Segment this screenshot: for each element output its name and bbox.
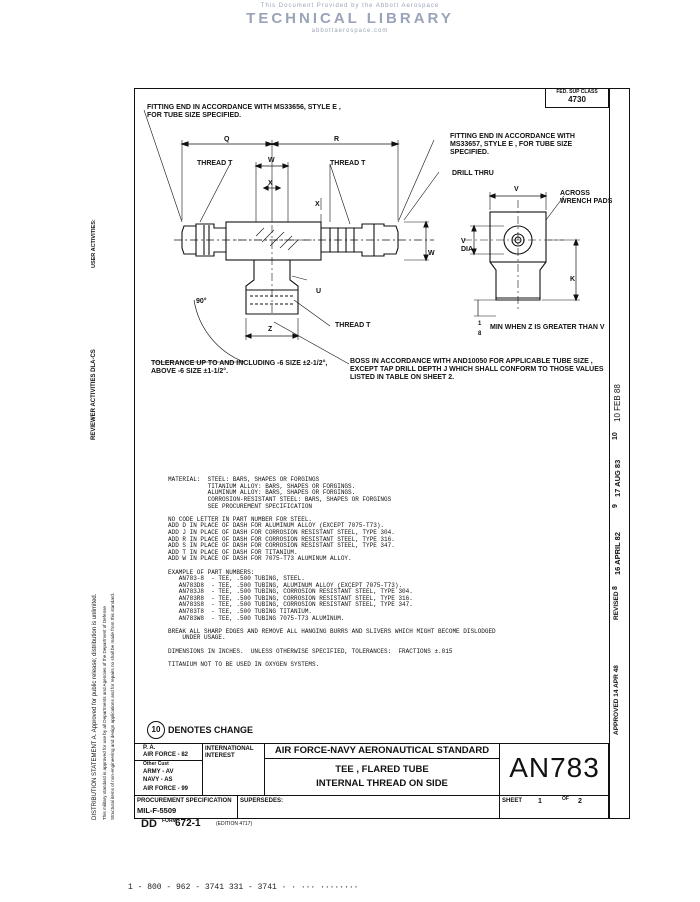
mandatory-note: This military standard is approved for use by all Departments and Agencies of the Department of Defense (102, 606, 107, 820)
change-marker-circle: 10 (147, 721, 165, 739)
dim-k: K (570, 276, 576, 283)
library-header-url: abbottaerospace.com (311, 28, 389, 34)
body-text-line: AN783S8 - TEE, .500 TUBING, CORROSION RESISTANT STEEL, TYPE 347. (168, 601, 413, 609)
min-when-note: MIN WHEN Z IS GREATER THAN V (490, 324, 605, 331)
body-text-line: ALUMINUM ALLOY: BARS, SHAPES OR FORGINGS. (168, 489, 356, 497)
body-text-line: AN783-8 - TEE, .500 TUBING, STEEL. (168, 575, 305, 583)
denotes-change-label: DENOTES CHANGE (168, 725, 254, 735)
body-text-line: CORROSION-RESISTANT STEEL: BARS, SHAPES OR FORGINGS (168, 495, 392, 503)
body-text-line: ADD J IN PLACE OF DASH FOR CORROSION RESISTANT STEEL, TYPE 304. (168, 528, 395, 536)
body-text-line: AN783R8 - TEE, .500 TUBING, CORROSION RESISTANT STEEL, TYPE 316. (168, 594, 413, 602)
body-text-line: NO CODE LETTER IN PART NUMBER FOR STEEL. (168, 515, 313, 523)
dim-r: R (334, 136, 340, 143)
dim-u: U (316, 288, 322, 295)
rev-8: 8 (612, 586, 619, 590)
tb-divider-3 (499, 743, 500, 819)
pa-label: P. A. (143, 745, 156, 751)
body-text-line: MATERIAL: STEEL: BARS, SHAPES OR FORGINGS (168, 476, 320, 484)
across-pads-note: ACROSS WRENCH PADS (560, 190, 613, 205)
procurement-spec-label: PROCUREMENT SPECIFICATION (137, 798, 232, 804)
form-edition: (EDITION 4717) (216, 821, 253, 827)
rev-10-date: 10 FEB 88 (613, 384, 622, 422)
material-notes (168, 464, 608, 675)
part-title-2: INTERNAL THREAD ON SIDE (316, 778, 448, 789)
body-text-line: EXAMPLE OF PART NUMBERS: (168, 568, 255, 576)
fsc-label: FED. SUP CLASS (556, 89, 598, 95)
standard-title: AIR FORCE-NAVY AERONAUTICAL STANDARD (274, 745, 490, 756)
dim-q: Q (224, 136, 230, 143)
army: ARMY - AV (143, 769, 174, 775)
thread-t-right-label: THREAD T (330, 160, 366, 167)
library-header-line1: This Document Provided by the Abbott Aerospace (260, 3, 440, 9)
rev-9: 9 (612, 504, 619, 508)
thread-t-left-label: THREAD T (197, 160, 233, 167)
supersedes-label: SUPERSEDES: (240, 798, 284, 804)
dim-w: W (268, 157, 275, 164)
tb-divider-1 (202, 743, 203, 795)
approved-date: APPROVED 14 APR 48 (613, 665, 620, 735)
part-number: AN783 (509, 752, 600, 783)
body-text-line: TITANIUM NOT TO BE USED IN OXYGEN SYSTEMS. (168, 660, 320, 668)
dim-w-right: W (428, 250, 435, 257)
tolerance-note: TOLERANCE UP TO AND INCLUDING -6 SIZE ±2-1/2°, ABOVE -6 SIZE ±1-1/2°. (151, 360, 328, 375)
body-text-line: ADD S IN PLACE OF DASH FOR CORROSION RESISTANT STEEL, TYPE 347. (168, 542, 395, 550)
body-text-line: TITANIUM ALLOY: BARS, SHAPES OR FORGINGS. (168, 482, 356, 490)
dim-v-dia: V DIA (461, 238, 474, 253)
rev-9-date: 17 AUG 83 (613, 459, 622, 497)
body-text-line: AN783J8 - TEE, .500 TUBING, CORROSION RESISTANT STEEL, TYPE 304. (168, 588, 413, 596)
reviewer-activities: REVIEWER ACTIVITIES DLA-CS (91, 349, 97, 440)
boss-note: BOSS IN ACCORDANCE WITH AND10050 FOR APPLICABLE TUBE SIZE , EXCEPT TAP DRILL DEPTH J WHICH SHALL CONFORM TO THOSE VALUES LISTED IN TABLE ON SHEET 2. (350, 358, 604, 381)
body-text-line: ADD T IN PLACE OF DASH FOR TITANIUM. (168, 548, 298, 556)
form-label: FORM (162, 818, 177, 824)
body-text-line: SEE PROCUREMENT SPECIFICATION (168, 502, 313, 510)
angle-label: 90° (196, 298, 207, 305)
tb-divider-4 (237, 795, 238, 819)
body-text-line: UNDER USAGE. (168, 634, 226, 642)
dim-x-vertical: X (315, 201, 320, 208)
dd-label: DD (141, 818, 157, 830)
mandatory-note-2: Structural items of non-engineering and design applications and for repairs no shall be made from this standard. (110, 592, 115, 820)
thread-t-bottom-label: THREAD T (335, 322, 371, 329)
body-text-line: AN783W8 - TEE, .500 TUBING 7075-T73 ALUMINUM. (168, 614, 345, 622)
dim-v: V (514, 186, 519, 193)
form-number: 672-1 (175, 818, 201, 829)
pa-value: AIR FORCE - 82 (143, 752, 189, 758)
library-header-title: TECHNICAL LIBRARY (246, 10, 454, 27)
sheet-number: 1 (538, 798, 542, 805)
body-text-line: ADD W IN PLACE OF DASH FOR 7075-T73 ALUMINUM ALLOY. (168, 555, 352, 563)
of-label: OF (562, 796, 569, 802)
body-text-line: ADD R IN PLACE OF DASH FOR CORROSION RESISTANT STEEL, TYPE 316. (168, 535, 395, 543)
navy: NAVY - AS (143, 777, 173, 783)
bottom-scan-line: 1 - 800 - 962 - 3741 331 - 3741 · · ··· ········ (128, 883, 359, 892)
rev-10: 10 (612, 432, 619, 440)
user-activities: USER ACTIVITIES: (91, 219, 97, 268)
body-text-line: DIMENSIONS IN INCHES. UNLESS OTHERWISE SPECIFIED, TOLERANCES: FRACTIONS ±.015 (168, 647, 453, 655)
rev-8-date: 16 APRIL 82 (613, 532, 622, 575)
fitting-right-note: FITTING END IN ACCORDANCE WITH MS33657, STYLE E , FOR TUBE SIZE SPECIFIED. (450, 133, 575, 156)
body-text-line: ADD D IN PLACE OF DASH FOR ALUMINUM ALLOY (EXCEPT 7075-T73). (168, 522, 385, 530)
other-cust: Other Cust (143, 761, 169, 767)
fraction-numerator: 1 (478, 321, 482, 327)
dim-x: X (268, 180, 273, 187)
tb-hline-2 (134, 795, 609, 796)
distribution-statement: DISTRIBUTION STATEMENT A. Approved for public release; distribution is unlimited. (92, 593, 98, 820)
procurement-spec-value: MIL-F-5509 (137, 806, 177, 815)
tb-hline-1 (264, 758, 500, 759)
revised-label: REVISED (613, 591, 620, 620)
dim-z: Z (268, 326, 273, 333)
body-text-line: AN783D8 - TEE, .500 TUBING, ALUMINUM ALLOY (EXCEPT 7075-T73). (168, 581, 403, 589)
sheet-label: SHEET (502, 798, 523, 804)
fraction-denominator: 8 (478, 331, 482, 337)
drill-thru-note: DRILL THRU (452, 170, 494, 177)
sheet-total: 2 (578, 798, 582, 805)
body-text-line: BREAK ALL SHARP EDGES AND REMOVE ALL HANGING BURRS AND SLIVERS WHICH MIGHT BECOME DISLODGED (168, 627, 496, 635)
fitting-left-note: FITTING END IN ACCORDANCE WITH MS33656, STYLE E , FOR TUBE SIZE SPECIFIED. (147, 104, 341, 119)
part-title-1: TEE , FLARED TUBE (335, 764, 429, 775)
air-force: AIR FORCE - 99 (143, 786, 189, 792)
international-interest: INTERNATIONAL INTEREST (205, 746, 254, 759)
body-text-line: AN783T8 - TEE, .500 TUBING TITANIUM. (168, 608, 313, 616)
fsc-value: 4730 (568, 95, 586, 104)
